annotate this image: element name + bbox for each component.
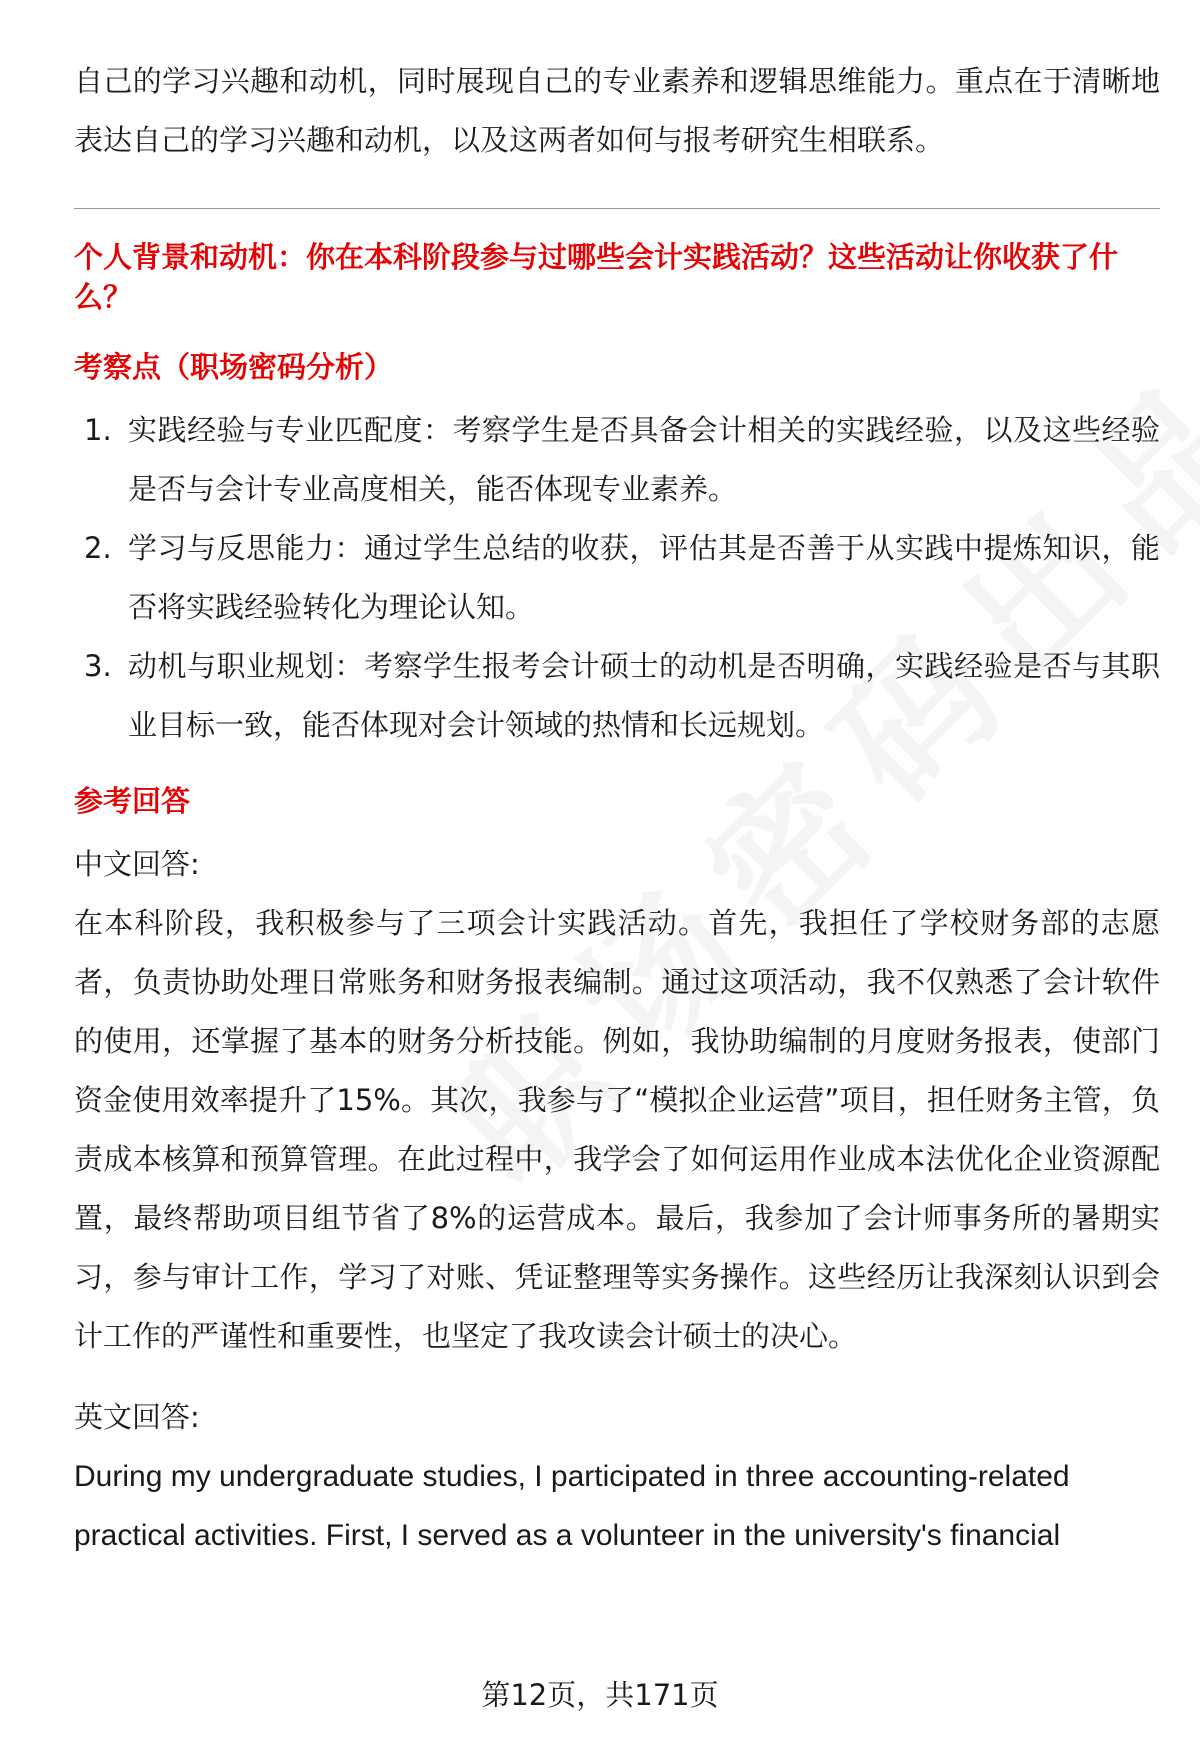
intro-paragraph: 自己的学习兴趣和动机，同时展现自己的专业素养和逻辑思维能力。重点在于清晰地表达自己的学习兴趣和动机，以及这两者如何与报考研究生相联系。 xyxy=(74,64,1160,157)
question-title: 个人背景和动机：你在本科阶段参与过哪些会计实践活动？这些活动让你收获了什么？ xyxy=(74,240,1119,314)
cn-answer-text: 在本科阶段，我积极参与了三项会计实践活动。首先，我担任了学校财务部的志愿者，负责协助处理日常账务和财务报表编制。通过这项活动，我不仅熟悉了会计软件的使用，还掌握了基本的财务分析技能。例如，我协助编制的月度财务报表，使部门资金使用效率提升了15%。其次，我参与了“模拟企业运营”项目，担任财务主管，负责成本核算和预算管理。在此过程中，我学会了如何运用作业成本法优化企业资源配置，最终帮助项目组节省了8%的运营成本。最后，我参加了会计师事务所的暑期实习，参与审计工作，学习了对账、凭证整理等实务操作。这些经历让我深刻认识到会计工作的严谨性和重要性，也坚定了我攻读会计硕士的决心。 xyxy=(74,906,1160,1353)
list-item-text: 动机与职业规划：考察学生报考会计硕士的动机是否明确，实践经验是否与其职业目标一致，能否体现对会计领域的热情和长远规划。 xyxy=(128,649,1160,742)
list-item-number: 1. xyxy=(84,413,112,447)
page-number: 第12页，共171页 xyxy=(481,1678,719,1712)
analysis-heading: 考察点（职场密码分析） xyxy=(74,350,394,384)
analysis-points-list xyxy=(74,401,1160,755)
list-item-text: 实践经验与专业匹配度：考察学生是否具备会计相关的实践经验，以及这些经验是否与会计专业高度相关，能否体现专业素养。 xyxy=(128,413,1160,506)
page-content xyxy=(74,52,1160,1565)
list-item xyxy=(74,401,1160,519)
cn-answer-label: 中文回答: xyxy=(74,847,200,881)
list-item xyxy=(74,637,1160,755)
en-answer-line: practical activities. First, I served as a volunteer in the university's financial xyxy=(74,1519,1061,1552)
list-item-text: 学习与反思能力：通过学生总结的收获，评估其是否善于从实践中提炼知识，能否将实践经验转化为理论认知。 xyxy=(128,531,1160,624)
list-item xyxy=(74,519,1160,637)
reference-heading: 参考回答 xyxy=(74,784,191,818)
list-item-number: 2. xyxy=(84,531,112,565)
section-divider xyxy=(74,208,1160,209)
en-answer-line: During my undergraduate studies, I participated in three accounting-related xyxy=(74,1460,1070,1493)
list-item-number: 3. xyxy=(84,649,112,683)
en-answer-label: 英文回答: xyxy=(74,1400,200,1434)
